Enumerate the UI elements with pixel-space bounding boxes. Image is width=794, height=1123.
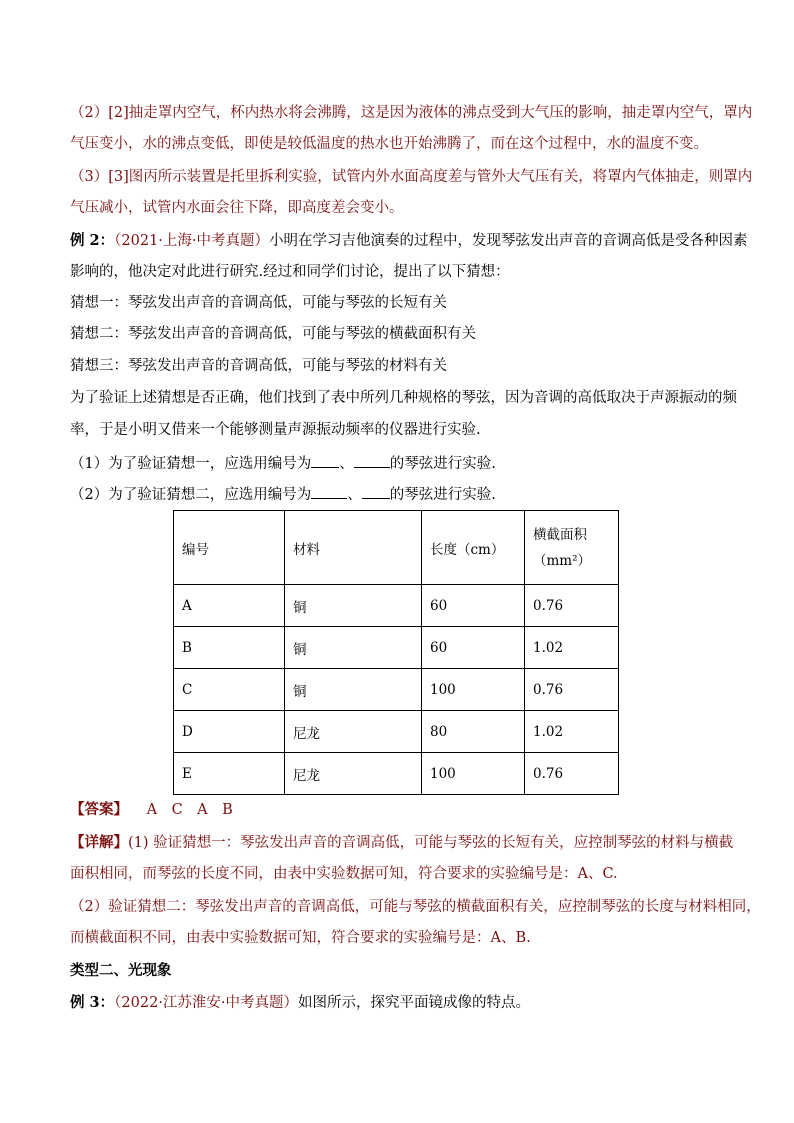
table-row	[174, 753, 619, 795]
string-spec-table	[173, 510, 619, 795]
explain-line1	[70, 833, 733, 853]
answer-blank[interactable]	[354, 453, 390, 468]
verify-line1: 为了验证上述猜想是否正确，他们找到了表中所列几种规格的琴弦，因为音调的高低取决于声源振动的频	[70, 390, 737, 406]
table-cell: 100	[422, 669, 525, 711]
header-id: 编号	[174, 511, 285, 585]
question1-suffix: 的琴弦进行实验.	[389, 456, 496, 472]
table-row	[174, 585, 619, 627]
part2-line2: 气压变小，水的沸点变低，即使是较低温度的热水也开始沸腾了，而在这个过程中，水的温度不变。	[70, 136, 708, 152]
table-cell: 100	[422, 753, 525, 795]
table-row	[174, 711, 619, 753]
example3-intro	[70, 993, 530, 1013]
answer-label: 【答案】	[70, 801, 128, 818]
explain-line2: 面积相同，而琴弦的长度不同，由表中实验数据可知，符合要求的实验编号是：A、C.	[70, 866, 618, 882]
header-material: 材料	[285, 511, 422, 585]
table-cell: 60	[422, 585, 525, 627]
example2-intro	[70, 231, 748, 251]
table-cell: 铜	[285, 669, 422, 711]
guess3: 猜想三：琴弦发出声音的音调高低，可能与琴弦的材料有关	[70, 358, 447, 374]
table-header-row	[174, 511, 619, 585]
answer-line	[70, 800, 233, 820]
table-cell: 0.76	[525, 753, 619, 795]
example3-label: 例 3：	[70, 994, 115, 1011]
table-cell: 铜	[285, 627, 422, 669]
question1-prefix: （1）为了验证猜想一，应选用编号为	[70, 456, 312, 472]
table-row	[174, 669, 619, 711]
part3-line2: 气压减小，试管内水面会往下降，即高度差会变小。	[70, 200, 404, 216]
table-row	[174, 627, 619, 669]
example2-text2: 影响的，他决定对此进行研究.经过和同学们讨论，提出了以下猜想：	[70, 264, 510, 280]
table-cell: B	[174, 627, 285, 669]
example3-text: 如图所示，探究平面镜成像的特点。	[298, 995, 531, 1011]
example2-text1: 小明在学习吉他演奏的过程中，发现琴弦发出声音的音调高低是受各种因素	[269, 233, 748, 249]
table-cell: 60	[422, 627, 525, 669]
table-cell: 0.76	[525, 585, 619, 627]
answer-blank[interactable]	[311, 484, 347, 499]
table-cell: 1.02	[525, 627, 619, 669]
example2-source: （2021·上海·中考真题）	[114, 233, 270, 249]
answer-value: A C A B	[146, 802, 233, 818]
table-cell: 1.02	[525, 711, 619, 753]
table-cell: A	[174, 585, 285, 627]
example2-label: 例 2：	[70, 232, 115, 249]
question2-separator: 、	[347, 487, 362, 503]
table-cell: 80	[422, 711, 525, 753]
header-area	[525, 511, 619, 585]
header-area-label: 横截面积	[533, 526, 587, 543]
header-area-unit: （mm²）	[533, 552, 592, 569]
table-cell: 尼龙	[285, 753, 422, 795]
part2-line1: （2）[2]抽走罩内空气，杯内热水将会沸腾，这是因为液体的沸点受到大气压的影响，抽走罩内空气，罩内	[70, 105, 753, 121]
header-length: 长度（cm）	[422, 511, 525, 585]
question2-prefix: （2）为了验证猜想二，应选用编号为	[70, 487, 312, 503]
table-cell: 铜	[285, 585, 422, 627]
answer-blank[interactable]	[311, 453, 339, 468]
table-cell: E	[174, 753, 285, 795]
explain-line3: （2）验证猜想二：琴弦发出声音的音调高低，可能与琴弦的横截面积有关，应控制琴弦的长度与材料相同，	[70, 899, 761, 915]
part3-line1: （3）[3]图丙所示装置是托里拆利实验，试管内外水面高度差与管外大气压有关，将罩内气体抽走，则罩内	[70, 169, 753, 185]
example3-source: （2022·江苏淮安·中考真题）	[114, 995, 299, 1011]
guess2: 猜想二：琴弦发出声音的音调高低，可能与琴弦的横截面积有关	[70, 326, 476, 342]
table-cell: 0.76	[525, 669, 619, 711]
question2	[70, 484, 496, 505]
section-heading: 类型二、光现象	[70, 962, 172, 979]
question2-suffix: 的琴弦进行实验.	[389, 487, 496, 503]
question1-separator: 、	[339, 456, 354, 472]
guess1: 猜想一：琴弦发出声音的音调高低，可能与琴弦的长短有关	[70, 295, 447, 311]
question1	[70, 453, 496, 474]
verify-line2: 率，于是小明又借来一个能够测量声源振动频率的仪器进行实验.	[70, 422, 481, 438]
explain-text1: (1) 验证猜想一：琴弦发出声音的音调高低，可能与琴弦的长短有关，应控制琴弦的材料与横截	[128, 835, 734, 851]
answer-blank[interactable]	[362, 484, 390, 499]
table-cell: C	[174, 669, 285, 711]
table-cell: 尼龙	[285, 711, 422, 753]
explain-line4: 而横截面积不同，由表中实验数据可知，符合要求的实验编号是：A、B.	[70, 930, 531, 946]
explain-label: 【详解】	[70, 834, 128, 851]
table-cell: D	[174, 711, 285, 753]
